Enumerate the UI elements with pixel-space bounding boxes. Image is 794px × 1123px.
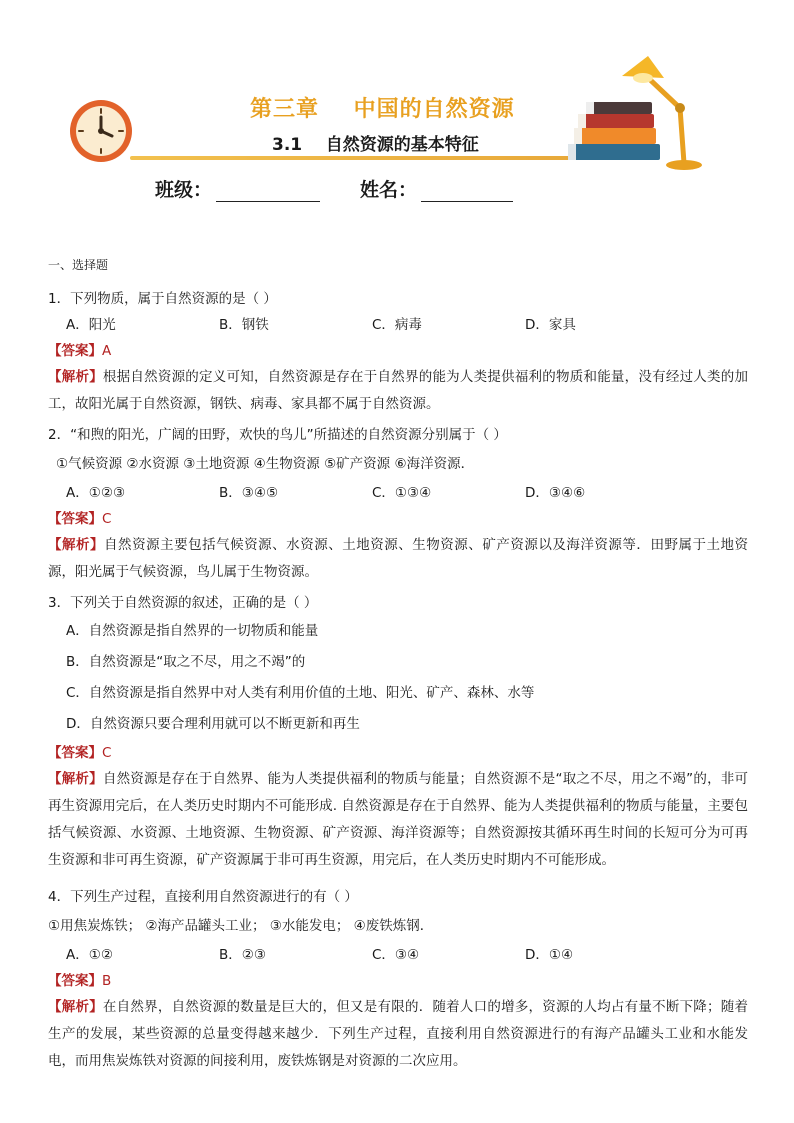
analysis-tag: 【解析】 [48, 537, 105, 553]
option-d: D．①④ [525, 947, 574, 963]
class-label: 班级： [155, 179, 213, 201]
section-title: 3.1 自然资源的基本特征 [272, 135, 479, 155]
option-row [48, 312, 748, 338]
option-a: A．阳光 [66, 317, 116, 333]
name-label: 姓名： [360, 179, 418, 201]
option-c: C．③④ [372, 947, 420, 963]
question-1 [48, 286, 748, 418]
answer-line [48, 338, 748, 364]
answer-line [48, 740, 748, 766]
analysis-tag: 【解析】 [48, 369, 103, 385]
option-c: C．病毒 [372, 317, 422, 333]
analysis-tag: 【解析】 [48, 771, 103, 787]
answer-value: B [102, 973, 112, 989]
question-stem: 1．下列物质，属于自然资源的是（ ） [48, 291, 277, 307]
student-info-row [155, 175, 513, 202]
chapter-title: 第三章 中国的自然资源 [250, 97, 515, 122]
analysis-block [48, 532, 748, 586]
option-b: B．自然资源是“取之不尽，用之不竭”的 [66, 654, 306, 670]
answer-tag: 【答案】 [48, 973, 102, 989]
option-row [48, 942, 748, 968]
question-4 [48, 884, 748, 1075]
question-stem: 3．下列关于自然资源的叙述，正确的是（ ） [48, 595, 318, 611]
answer-tag: 【答案】 [48, 745, 102, 761]
analysis-text: 根据自然资源的定义可知，自然资源是存在于自然界的能为人类提供福利的物质和能量，没有经过人类的加工，故阳光属于自然资源，钢铁、病毒、家具都不属于自然资源。 [48, 369, 749, 412]
question-stem: 2．“和煦的阳光，广阔的田野，欢快的鸟儿”所描述的自然资源分别属于（ ） [48, 427, 507, 443]
option-a: A．自然资源是指自然界的一切物质和能量 [66, 623, 319, 639]
option-b: B．钢铁 [219, 317, 269, 333]
option-column [48, 616, 748, 740]
answer-tag: 【答案】 [48, 343, 102, 359]
answer-line [48, 506, 748, 532]
answer-tag: 【答案】 [48, 511, 102, 527]
lamp-and-books-icon [560, 48, 710, 173]
answer-value: C [102, 745, 112, 761]
answer-line [48, 968, 748, 994]
option-c: C．①③④ [372, 485, 432, 501]
option-a: A．①② [66, 947, 113, 963]
option-a: A．①②③ [66, 485, 126, 501]
analysis-text: 自然资源是存在于自然界、能为人类提供福利的物质与能量；自然资源不是“取之不尽，用之不竭”的，非可再生资源用完后，在人类历史时期内不可能形成. 自然资源是存在于自然界、能为人类提供福利的物质与能量，主要包括气候资源、水资源、土地资源、生物资源、矿产资源、海洋资源等；自然资源按其循环再生时间的长短可分为可再生资源和非可再生资源，矿产资源属于非可再生资源，用完后，在人类历史时期内不可能形成。 [48, 771, 748, 868]
option-b: B．③④⑤ [219, 485, 279, 501]
statement-list: ①气候资源 ②水资源 ③土地资源 ④生物资源 ⑤矿产资源 ⑥海洋资源． [56, 456, 475, 472]
analysis-block [48, 766, 748, 874]
statement-list: ①用焦炭炼铁； ②海产品罐头工业； ③水能发电； ④废铁炼钢． [48, 918, 434, 934]
question-2 [48, 422, 748, 586]
analysis-tag: 【解析】 [48, 999, 103, 1015]
question-3 [48, 590, 748, 874]
question-stem: 4．下列生产过程，直接利用自然资源进行的有（ ） [48, 889, 358, 905]
section-heading: 一、选择题 [48, 258, 109, 272]
analysis-block [48, 364, 748, 418]
header-divider [130, 156, 570, 160]
option-row [48, 480, 748, 506]
clock-icon [68, 98, 134, 164]
name-blank[interactable] [421, 180, 513, 202]
analysis-block [48, 994, 748, 1075]
class-blank[interactable] [216, 180, 320, 202]
answer-value: A [102, 343, 112, 359]
answer-value: C [102, 511, 112, 527]
option-c: C．自然资源是指自然界中对人类有利用价值的土地、阳光、矿产、森林、水等 [66, 685, 535, 701]
option-d: D．③④⑥ [525, 485, 586, 501]
option-d: D．家具 [525, 317, 576, 333]
question-list [48, 252, 748, 1075]
option-b: B．②③ [219, 947, 266, 963]
analysis-text: 自然资源主要包括气候资源、水资源、土地资源、生物资源、矿产资源以及海洋资源等．田野属于土地资源，阳光属于气候资源，鸟儿属于生物资源。 [48, 537, 749, 580]
page-header [0, 0, 794, 230]
option-d: D．自然资源只要合理利用就可以不断更新和再生 [66, 716, 360, 732]
analysis-text: 在自然界，自然资源的数量是巨大的，但又是有限的．随着人口的增多，资源的人均占有量不断下降；随着生产的发展，某些资源的总量变得越来越少．下列生产过程，直接利用自然资源进行的有海产品罐头工业和水能发电，而用焦炭炼铁对资源的间接利用，废铁炼钢是对资源的二次应用。 [48, 999, 749, 1069]
